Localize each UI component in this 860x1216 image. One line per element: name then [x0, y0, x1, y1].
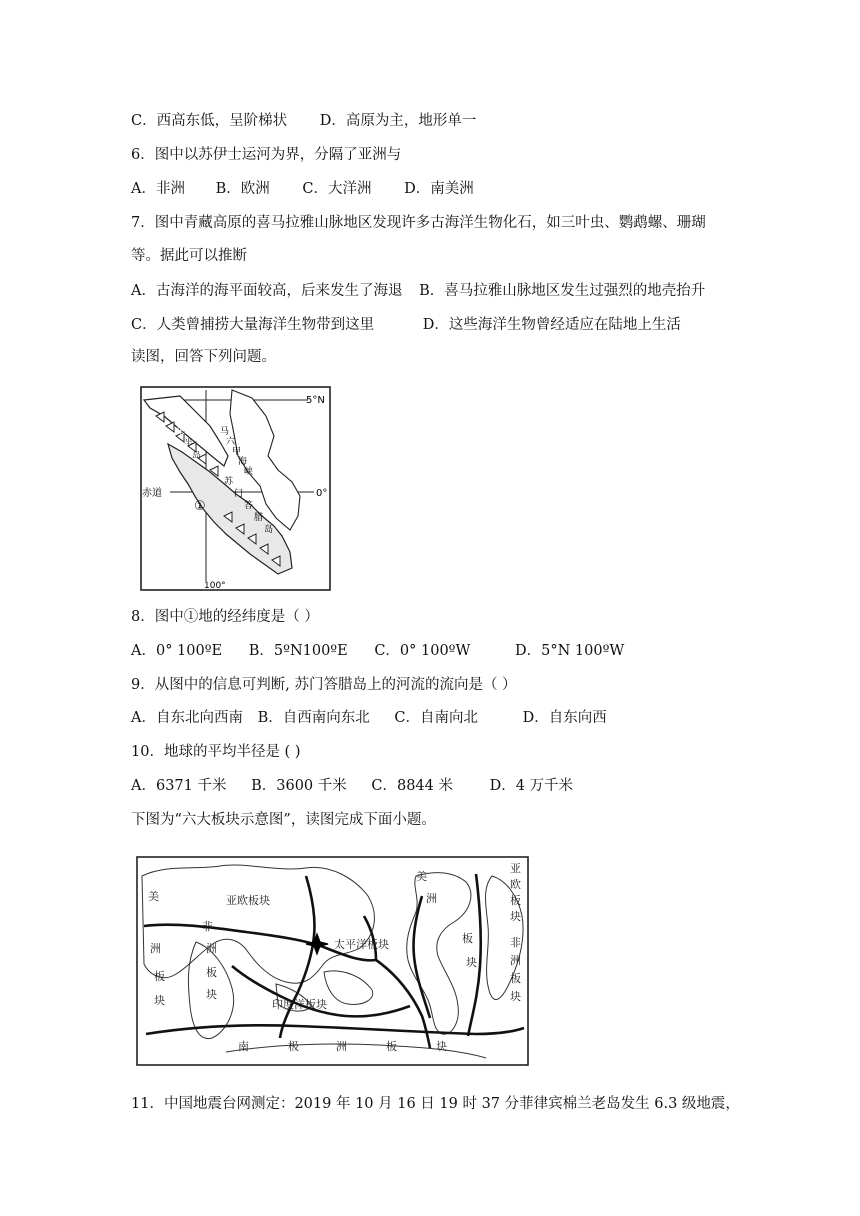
- option-c: C．8844 米: [371, 778, 453, 794]
- option-d: D．高原为主，地形单一: [319, 113, 477, 129]
- right-african-char-2: 洲: [510, 954, 521, 967]
- antarctic-char-1: 南: [238, 1040, 249, 1053]
- option-c: C．自南向北: [394, 710, 478, 726]
- option-b: B．欧洲: [215, 181, 270, 197]
- right-african-char-1: 非: [510, 936, 521, 949]
- malay-char-3: 半: [184, 439, 194, 449]
- map-six-plates-figure: [136, 856, 530, 1072]
- option-b: B．3600 千米: [251, 778, 347, 794]
- malay-char-2: 来: [176, 427, 186, 437]
- malay-char-1: 马: [170, 415, 180, 425]
- antarctic-char-2: 极: [288, 1040, 299, 1053]
- option-d: D．5°N 100ºW: [515, 643, 625, 659]
- label-american-left: 美: [148, 890, 159, 903]
- question-7-line1: 7．图中青藏高原的喜马拉雅山脉地区发现许多古海洋生物化石，如三叶虫、鹦鹉螺、珊瑚: [131, 215, 706, 231]
- option-b: B．5ºN100ºE: [248, 643, 348, 659]
- option-c: C．西高东低，呈阶梯状: [131, 113, 288, 129]
- question-8: 8．图中①地的经纬度是（ ）: [131, 609, 319, 625]
- equator-label: 赤道: [142, 488, 162, 499]
- option-c: C．人类曾捕捞大量海洋生物带到这里: [131, 317, 375, 333]
- option-d: D．4 万千米: [489, 778, 574, 794]
- strait-char-2: 六: [226, 437, 236, 447]
- label-pacific-plate: 太平洋板块: [334, 938, 389, 951]
- q5-options-cd: [131, 111, 476, 131]
- option-b: B．自西南向东北: [257, 710, 370, 726]
- african-char-2: 洲: [206, 942, 217, 955]
- option-c: C．大洋洲: [302, 181, 372, 197]
- lat-5n-label: 5°N: [306, 395, 325, 406]
- question-7-line2: 等。据此可以推断: [131, 248, 247, 264]
- left-char-2: 板: [154, 970, 165, 983]
- sumatra-char-4: 腊: [254, 513, 264, 523]
- q9-options: [131, 708, 607, 728]
- equator-degree-label: 0°: [316, 488, 328, 499]
- option-d: D．自东向西: [522, 710, 607, 726]
- option-a: A．非洲: [131, 181, 185, 197]
- label-eurasian-plate: 亚欧板块: [226, 894, 270, 907]
- q7-options-cd: [131, 315, 681, 335]
- antarctic-char-4: 板: [386, 1040, 397, 1053]
- american-char-1: 美: [416, 870, 427, 883]
- american-char-4: 块: [466, 956, 477, 969]
- option-b: B．喜马拉雅山脉地区发生过强烈的地壳抬升: [419, 283, 706, 299]
- antarctic-char-3: 洲: [336, 1040, 347, 1053]
- right-eurasian-char-3: 板: [510, 894, 521, 907]
- option-d: D．这些海洋生物曾经适应在陆地上生活: [422, 317, 681, 333]
- right-eurasian-char-4: 块: [510, 910, 521, 923]
- sumatra-char-5: 岛: [264, 525, 274, 535]
- map-six-plates: [136, 856, 530, 1068]
- map-sumatra-figure: [140, 386, 332, 596]
- antarctic-char-5: 块: [436, 1040, 447, 1053]
- q8-options: [131, 641, 624, 661]
- african-char-1: 非: [202, 920, 213, 933]
- strait-char-1: 马: [220, 427, 230, 437]
- sumatra-char-1: 苏: [224, 477, 234, 487]
- right-eurasian-char-1: 亚: [510, 862, 521, 875]
- right-african-char-3: 板: [510, 972, 521, 985]
- q6-options: [131, 179, 474, 199]
- q7-options-ab: [131, 281, 705, 301]
- point-1-marker: ①: [194, 499, 206, 514]
- right-eurasian-char-2: 欧: [510, 878, 521, 891]
- left-char-3: 块: [154, 994, 165, 1007]
- strait-char-4: 海: [238, 457, 248, 467]
- strait-char-5: 峡: [244, 467, 254, 477]
- label-indo-plate: 印度洋板块: [272, 998, 327, 1011]
- option-a: A．自东北向西南: [131, 710, 243, 726]
- african-char-4: 块: [206, 988, 217, 1001]
- question-10: 10．地球的平均半径是 ( ): [131, 744, 301, 760]
- african-char-3: 板: [206, 966, 217, 979]
- american-char-3: 板: [462, 932, 473, 945]
- american-char-2: 洲: [426, 892, 437, 905]
- q10-options: [131, 776, 573, 796]
- longitude-100-label: 100°: [204, 581, 226, 591]
- option-a: A．古海洋的海平面较高，后来发生了海退: [131, 283, 403, 299]
- malay-char-4: 岛: [192, 451, 202, 461]
- strait-char-3: 甲: [232, 447, 242, 457]
- option-c: C．0° 100ºW: [374, 643, 471, 659]
- question-9: 9．从图中的信息可判断, 苏门答腊岛上的河流的流向是（ ）: [131, 677, 517, 693]
- sumatra-char-2: 门: [234, 489, 244, 499]
- question-11: 11．中国地震台网测定：2019 年 10 月 16 日 19 时 37 分菲律宾棉兰老岛发生 6.3 级地震，: [131, 1096, 740, 1112]
- left-char-1: 洲: [150, 942, 161, 955]
- sumatra-char-3: 答: [244, 501, 254, 511]
- option-d: D．南美洲: [404, 181, 474, 197]
- read-instruction-1: 读图，回答下列问题。: [131, 349, 276, 365]
- right-african-char-4: 块: [510, 990, 521, 1003]
- option-a: A．6371 千米: [131, 778, 227, 794]
- read-instruction-2: 下图为“六大板块示意图”，读图完成下面小题。: [131, 812, 436, 828]
- question-6: 6．图中以苏伊士运河为界，分隔了亚洲与: [131, 147, 402, 163]
- map-sumatra: [140, 386, 332, 592]
- option-a: A．0° 100ºE: [131, 643, 223, 659]
